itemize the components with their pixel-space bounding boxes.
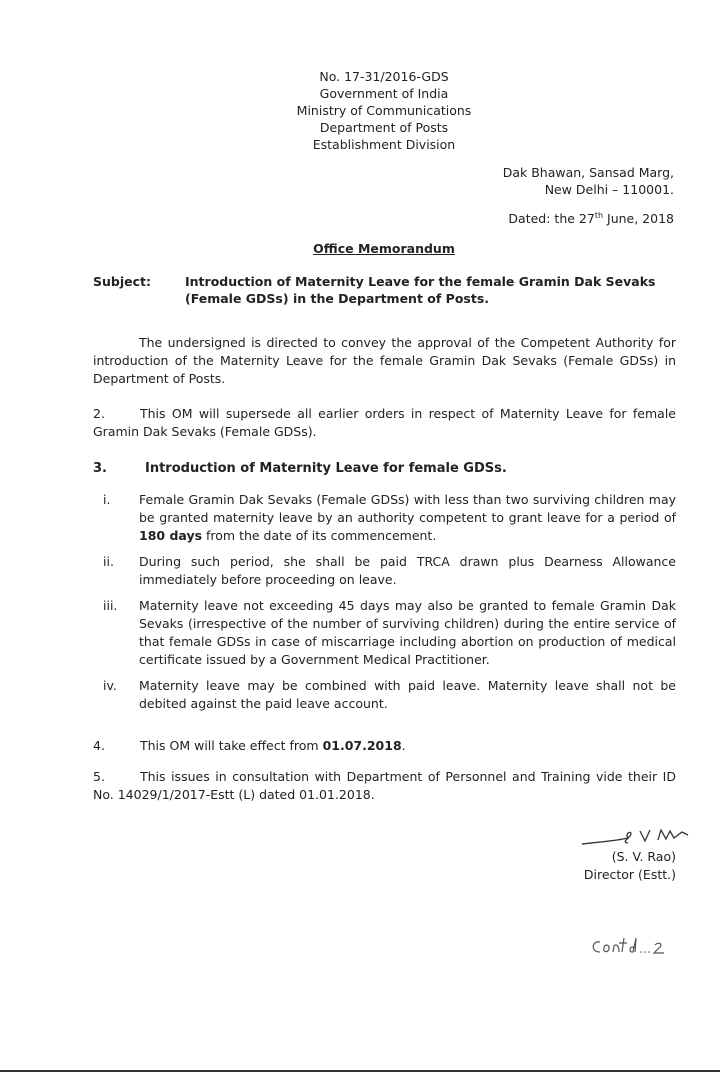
subject-label: Subject:	[93, 274, 151, 289]
signatory-name: (S. V. Rao)	[611, 849, 676, 864]
section-3-heading: 3. Introduction of Maternity Leave for female GDSs.	[93, 461, 507, 476]
govt-line: Government of India	[319, 86, 449, 101]
paragraph-2: 2. This OM will supersede all earlier orders in respect of Maternity Leave for female Gramin Dak Sevaks (Female GDSs).	[93, 406, 676, 439]
division-line: Establishment Division	[312, 137, 456, 152]
signature-block	[584, 848, 676, 884]
document-page: No. 17-31/2016-GDS Government of India Ministry of Communications Department of Posts Establishment Division Dak Bhawan, Sansad Marg, New Delhi – 110001. Dated: the 27th June, 2018 Office Memorandum Subject: Introduction of Maternity Leave for the female Gramin Dak Sevaks (Female GDSs) in the Department of Posts. The undersigned is directed to convey the approval of the Competent Authority for introduction of the Maternity Leave for the female Gramin Dak Sevaks (Female GDSs) in Department of Posts. 2. This OM will supersede all earlier orders in respect of Maternity Leave for female Gramin Dak Sevaks (Female GDSs). 3. Introduction of Maternity Leave for female GDSs. i. Female Gramin Dak Sevaks (Female GDSs) with less than two surviving children may be granted maternity leave by an authority competent to grant leave for a period of 180 days from the date of its commencement. ii. During such period, she shall be paid TRCA drawn plus Dearness Allowance immediately before proceeding on leave. iii. Maternity leave not exceeding 45 days may also be granted to female Gramin Dak Sevaks (irrespective of the number of surviving children) during the entire service of that female GDSs in case of miscarriage including abortion on production of medical certificate issued by a Government Medical Practitioner. iv. Maternity leave may be combined with paid leave. Maternity leave shall not be debited against the paid leave account. 4. This OM will take effect from 01.07.2018. 5. This issues in consultation with Department of Personnel and Training vide their ID No. 14029/1/2017-Estt (L) dated 01.01.2018. (S. V. Rao) Director (Estt.)	[0, 0, 720, 1076]
paragraph-4: 4. This OM will take effect from 01.07.2018.	[93, 738, 406, 753]
date-line: Dated: the 27th June, 2018	[508, 210, 674, 226]
paragraph-1: The undersigned is directed to convey the approval of the Competent Authority for introduction of the Maternity Leave for the female Gramin Dak Sevaks (Female GDSs) in Department of Posts.	[93, 335, 676, 386]
signature-scrawl	[578, 822, 693, 850]
department-line: Department of Posts	[319, 120, 449, 135]
contd-handwritten-note	[588, 934, 672, 960]
address-line-1: Dak Bhawan, Sansad Marg,	[502, 165, 674, 180]
signatory-designation: Director (Estt.)	[583, 867, 676, 882]
subject-text: Introduction of Maternity Leave for the female Gramin Dak Sevaks (Female GDSs) in the Department of Posts.	[185, 274, 656, 306]
address-line-2: New Delhi – 110001.	[544, 182, 674, 197]
ministry-line: Ministry of Communications	[296, 103, 472, 118]
file-header	[0, 68, 720, 153]
address-block	[503, 164, 674, 198]
paragraph-5: 5. This issues in consultation with Department of Personnel and Training vide their ID No. 14029/1/2017-Estt (L) dated 01.01.2018.	[93, 769, 676, 802]
memo-title: Office Memorandum	[313, 241, 455, 256]
page-bottom-edge	[0, 1070, 720, 1072]
file-number: No. 17-31/2016-GDS	[319, 69, 449, 84]
